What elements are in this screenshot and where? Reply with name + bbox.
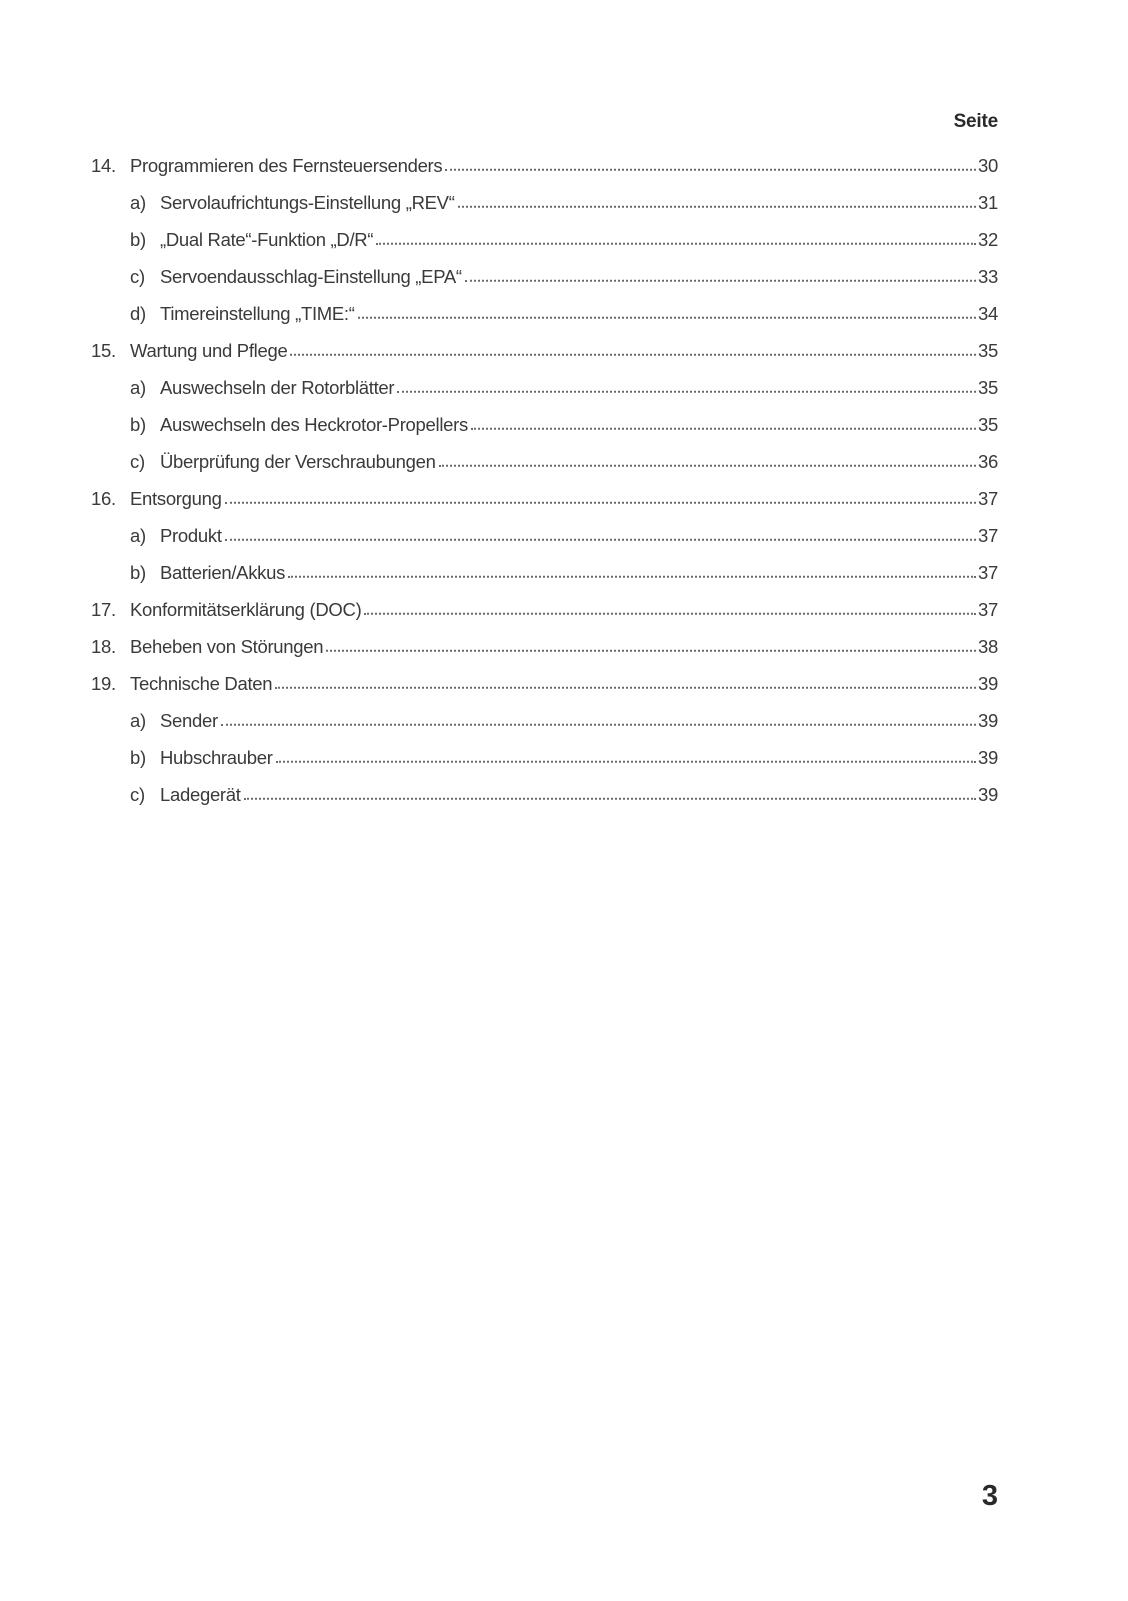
dot-leader — [244, 798, 976, 800]
toc-entry-number: c) — [130, 783, 145, 805]
toc-entry-title: Überprüfung der Verschraubungen — [160, 450, 436, 472]
dot-leader — [458, 206, 976, 208]
toc-entry-title: Sender — [160, 709, 218, 731]
dot-leader — [275, 687, 976, 689]
toc-entry-number: b) — [130, 561, 146, 583]
toc-entry-title: Hubschrauber — [160, 746, 273, 768]
toc-entry-number: c) — [130, 450, 145, 472]
toc-entry-number: a) — [130, 191, 146, 213]
toc-entry-content — [130, 341, 998, 360]
dot-leader — [225, 539, 976, 541]
toc-entry-page: 39 — [978, 746, 998, 768]
toc-entry-page: 32 — [978, 228, 998, 250]
toc-entry[interactable] — [0, 221, 1128, 258]
toc-entry-number: 16. — [91, 487, 116, 509]
toc-entry-page: 37 — [978, 487, 998, 509]
toc-entry[interactable] — [0, 702, 1128, 739]
dot-leader — [225, 502, 976, 504]
dot-leader — [397, 391, 976, 393]
toc-entry-number: 19. — [91, 672, 116, 694]
toc-entry-number: 14. — [91, 154, 116, 176]
toc-entry[interactable] — [0, 443, 1128, 480]
dot-leader — [276, 761, 976, 763]
toc-entry-content — [130, 156, 998, 175]
toc-entry[interactable] — [0, 776, 1128, 813]
toc-entry-content — [130, 674, 998, 693]
toc-entry-number: b) — [130, 413, 146, 435]
toc-entry-title: Konformitätserklärung (DOC) — [130, 598, 362, 620]
toc-entry-content — [160, 378, 998, 397]
toc-entry-page: 39 — [978, 672, 998, 694]
dot-leader — [326, 650, 976, 652]
toc-entry[interactable] — [0, 665, 1128, 702]
toc-entry[interactable] — [0, 332, 1128, 369]
toc-entry-number: d) — [130, 302, 146, 324]
toc-entry-content — [160, 230, 998, 249]
toc-entry-number: 18. — [91, 635, 116, 657]
toc-entry-title: Auswechseln der Rotorblätter — [160, 376, 395, 398]
toc-entry-page: 36 — [978, 450, 998, 472]
toc-entry-page: 35 — [978, 376, 998, 398]
toc-entry-page: 37 — [978, 598, 998, 620]
toc-entry-content — [160, 415, 998, 434]
dot-leader — [439, 465, 976, 467]
toc-entry[interactable] — [0, 480, 1128, 517]
toc-entry-content — [130, 637, 998, 656]
toc-entry-title: „Dual Rate“-Funktion „D/R“ — [160, 228, 374, 250]
toc-entry-page: 35 — [978, 339, 998, 361]
toc-entry[interactable] — [0, 517, 1128, 554]
toc-entry-title: Produkt — [160, 524, 222, 546]
toc-entry-content — [160, 526, 998, 545]
toc-entry-title: Auswechseln des Heckrotor-Propellers — [160, 413, 468, 435]
toc-entry[interactable] — [0, 591, 1128, 628]
toc-entry[interactable] — [0, 295, 1128, 332]
dot-leader — [364, 613, 976, 615]
toc-entry-number: b) — [130, 228, 146, 250]
toc-entry[interactable] — [0, 628, 1128, 665]
toc-entry[interactable] — [0, 147, 1128, 184]
toc-entry-content — [130, 600, 998, 619]
toc-entry-title: Technische Daten — [130, 672, 273, 694]
dot-leader — [358, 317, 976, 319]
dot-leader — [288, 576, 976, 578]
toc-entry-content — [160, 785, 998, 804]
dot-leader — [290, 354, 976, 356]
toc-entry-title: Programmieren des Fernsteuersenders — [130, 154, 443, 176]
toc-entry-number: c) — [130, 265, 145, 287]
toc-entry-page: 37 — [978, 524, 998, 546]
toc-entry-number: b) — [130, 746, 146, 768]
dot-leader — [465, 280, 976, 282]
toc-entry[interactable] — [0, 739, 1128, 776]
toc-entry-content — [130, 489, 998, 508]
toc-entry[interactable] — [0, 554, 1128, 591]
toc-entry-content — [160, 267, 998, 286]
toc-entry[interactable] — [0, 406, 1128, 443]
toc-entry-number: a) — [130, 709, 146, 731]
toc-entry-page: 30 — [978, 154, 998, 176]
dot-leader — [221, 724, 976, 726]
toc-entry-content — [160, 193, 998, 212]
toc-entry-number: a) — [130, 376, 146, 398]
toc-entry-page: 37 — [978, 561, 998, 583]
table-of-contents — [0, 147, 1128, 813]
toc-entry[interactable] — [0, 369, 1128, 406]
toc-entry-page: 38 — [978, 635, 998, 657]
toc-entry-number: 15. — [91, 339, 116, 361]
toc-entry-page: 35 — [978, 413, 998, 435]
page-number: 3 — [981, 1480, 998, 1512]
toc-entry-title: Servoendausschlag-Einstellung „EPA“ — [160, 265, 462, 287]
toc-entry[interactable] — [0, 184, 1128, 221]
toc-entry-page: 33 — [978, 265, 998, 287]
toc-entry-number: 17. — [91, 598, 116, 620]
toc-entry-title: Ladegerät — [160, 783, 241, 805]
toc-entry-number: a) — [130, 524, 146, 546]
toc-entry-title: Wartung und Pflege — [130, 339, 288, 361]
toc-entry-title: Timereinstellung „TIME:“ — [160, 302, 355, 324]
toc-entry-content — [160, 748, 998, 767]
toc-entry[interactable] — [0, 258, 1128, 295]
toc-entry-content — [160, 304, 998, 323]
toc-entry-title: Beheben von Störungen — [130, 635, 324, 657]
dot-leader — [376, 243, 976, 245]
page-column-header: Seite — [953, 111, 998, 132]
toc-entry-content — [160, 563, 998, 582]
toc-entry-page: 39 — [978, 783, 998, 805]
toc-entry-title: Batterien/Akkus — [160, 561, 286, 583]
toc-entry-page: 31 — [978, 191, 998, 213]
toc-entry-title: Servolaufrichtungs-Einstellung „REV“ — [160, 191, 455, 213]
toc-entry-content — [160, 452, 998, 471]
dot-leader — [445, 169, 976, 171]
toc-entry-page: 39 — [978, 709, 998, 731]
dot-leader — [471, 428, 976, 430]
toc-entry-content — [160, 711, 998, 730]
toc-entry-page: 34 — [978, 302, 998, 324]
toc-entry-title: Entsorgung — [130, 487, 222, 509]
